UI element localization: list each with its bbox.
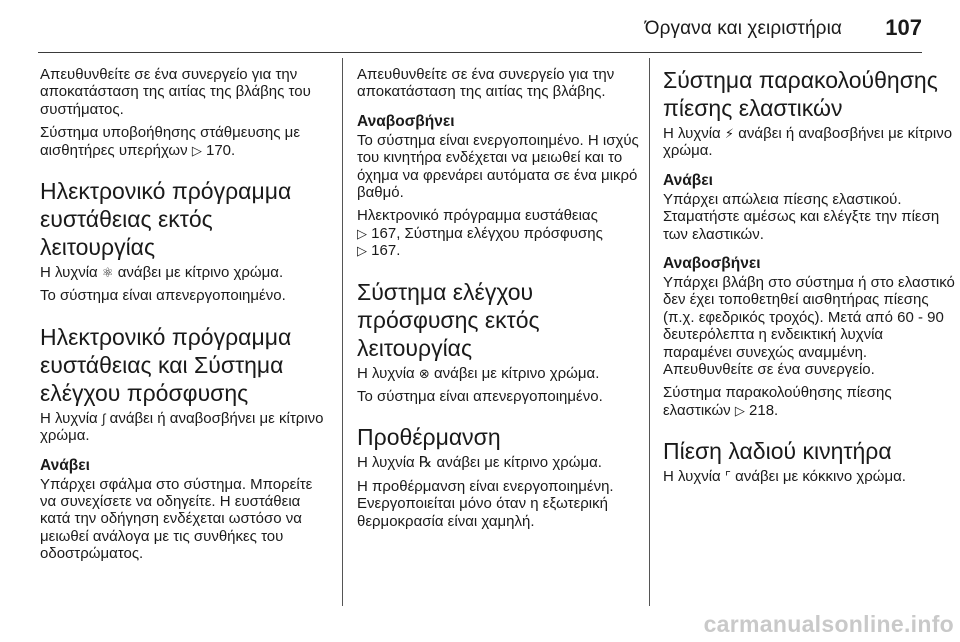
esc-icon: ∫ <box>101 410 106 426</box>
paragraph: Το σύστημα είναι ενεργοποιημένο. Η ισχύς του κινητήρα ενδέχεται να μειωθεί και το όχημα να φρενάρει αυτόματα σε ένα μικρό βαθμό. <box>357 131 639 202</box>
paragraph: Ηλεκτρονικό πρόγραμμα ευστάθειας ▷ 167, Σύστημα ελέγχου πρόσφυσης ▷ 167. <box>357 207 603 260</box>
ref-arrow-icon: ▷ <box>191 142 202 158</box>
paragraph: Η λυχνία ⚡ ανάβει ή αναβοσβήνει με κίτρινο χρώμα. <box>663 125 953 160</box>
ref-arrow-icon: ▷ <box>734 402 745 418</box>
tire-pressure-icon: ⚡ <box>724 126 735 141</box>
paragraph: Η λυχνία ⌜ ανάβει με κόκκινο χρώμα. <box>663 468 906 486</box>
subsection-heading: Ανάβει <box>663 171 713 189</box>
chapter-title: Όργανα και χειριστήρια <box>644 18 842 39</box>
page-number: 107 <box>885 15 922 40</box>
paragraph: Υπάρχει σφάλμα στο σύστημα. Μπορείτε να συνεχίσετε να οδηγείτε. Η ευστάθεια κατά την οδήγηση ενδέχεται ωστόσο να μειωθεί ανάλογα με τις συνθήκες του οδοστρώματος. <box>40 475 313 563</box>
subsection-heading: Αναβοσβήνει <box>357 112 455 130</box>
paragraph: Η προθέρμανση είναι ενεργοποιημένη. Ενεργοποιείται μόνο όταν η εξωτερική θερμοκρασία είναι χαμηλή. <box>357 477 614 530</box>
section-heading: Προθέρμανση <box>357 424 501 451</box>
page-header <box>0 0 960 58</box>
ref-arrow-icon: ▷ <box>357 243 367 259</box>
paragraph: Το σύστημα είναι απενεργοποιημένο. <box>357 388 603 406</box>
section-heading: Σύστημα παρακολούθησης πίεσης ελαστικών <box>663 67 938 121</box>
oil-can-icon: ⌜ <box>724 469 731 485</box>
paragraph: Σύστημα υποβοήθησης στάθμευσης με αισθητήρες υπερήχων ▷ 170. <box>40 124 301 159</box>
column-2 <box>357 66 649 536</box>
section-heading: Πίεση λαδιού κινητήρα <box>663 438 892 465</box>
paragraph: Η λυχνία ℞ ανάβει με κίτρινο χρώμα. <box>357 454 602 472</box>
page-reference: 170. <box>205 141 236 159</box>
column-3 <box>663 66 955 492</box>
section-heading: Ηλεκτρονικό πρόγραμμα ευστάθειας εκτός λειτουργίας <box>40 178 292 261</box>
preheat-coil-icon: ℞ <box>418 454 433 472</box>
column-1 <box>40 66 332 569</box>
paragraph: Απευθυνθείτε σε ένα συνεργείο για την αποκατάσταση της αιτίας της βλάβης του συστήματος. <box>40 66 311 118</box>
paragraph: Η λυχνία ⚛ ανάβει με κίτρινο χρώμα. <box>40 264 284 282</box>
esc-off-icon: ⚛ <box>101 265 114 281</box>
ref-arrow-icon: ▷ <box>357 225 367 241</box>
subsection-heading: Ανάβει <box>40 456 90 474</box>
watermark: carmanualsonline.info <box>703 611 954 637</box>
paragraph: Απευθυνθείτε σε ένα συνεργείο για την αποκατάσταση της αιτίας της βλάβης. <box>357 66 615 101</box>
paragraph: Υπάρχει βλάβη στο σύστημα ή στο ελαστικό δεν έχει τοποθετηθεί αισθητήρας πίεσης (π.χ. εφεδρικός τροχός). Μετά από 60 - 90 δευτερόλεπτα η ενδεικτική λυχνία παραμένει συνεχώς αναμμένη. Απευθυνθείτε σε ένα συνεργείο. <box>663 274 955 379</box>
paragraph: Σύστημα παρακολούθησης πίεσης ελαστικών ▷ 218. <box>663 384 892 419</box>
tc-off-icon: ⊗ <box>418 365 430 381</box>
column-separator <box>342 58 343 606</box>
paragraph: Το σύστημα είναι απενεργοποιημένο. <box>40 287 286 305</box>
paragraph: Η λυχνία ⊗ ανάβει με κίτρινο χρώμα. <box>357 364 600 382</box>
column-separator <box>649 58 650 606</box>
section-heading: Ηλεκτρονικό πρόγραμμα ευστάθειας και Σύστημα ελέγχου πρόσφυσης <box>40 323 292 406</box>
subsection-heading: Αναβοσβήνει <box>663 255 761 273</box>
section-heading: Σύστημα ελέγχου πρόσφυσης εκτός λειτουργίας <box>357 278 540 361</box>
paragraph: Η λυχνία ∫ ανάβει ή αναβοσβήνει με κίτρινο χρώμα. <box>40 409 324 445</box>
paragraph: Υπάρχει απώλεια πίεσης ελαστικού. Σταματήστε αμέσως και ελέγξτε την πίεση των ελαστικών. <box>663 190 940 243</box>
header-rule <box>38 52 922 53</box>
